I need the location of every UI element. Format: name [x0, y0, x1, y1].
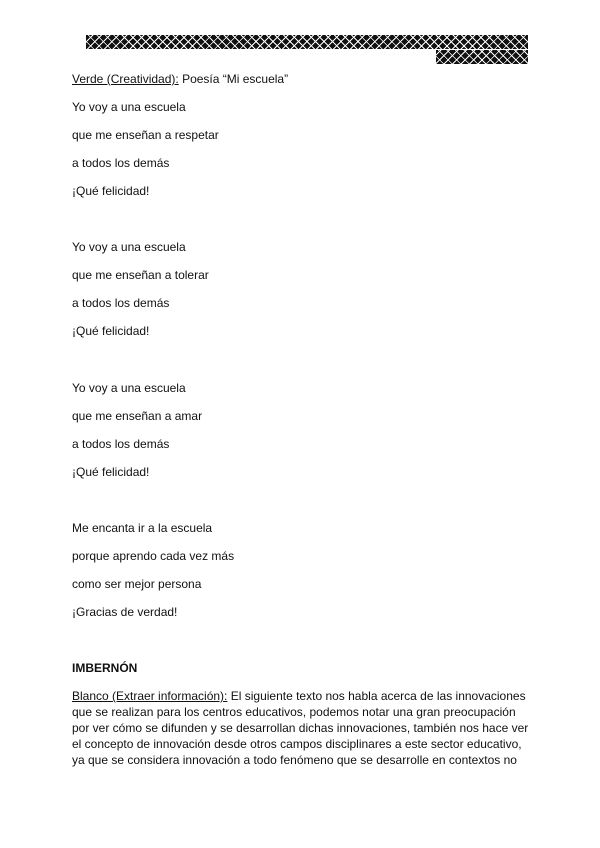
poem-line: Me encanta ir a la escuela: [72, 521, 213, 535]
section-label: Verde (Creatividad):: [72, 72, 179, 86]
redacted-header-bar-short: [436, 50, 528, 64]
paragraph-text: El siguiente texto nos habla acerca de las innovaciones que se realizan para los centros educativos, podemos notar una gran preocupación por ver cómo se difunden y se desarrollan dichas innovaciones, también nos hace ver el concepto de innovación desde otros campos disciplinares a este sector educativo, ya que se considera innovación a todo fenómeno que se desarrolle en contextos no: [72, 689, 529, 767]
poem-line: ¡Qué felicidad!: [72, 324, 150, 338]
redacted-header-bar: [86, 35, 528, 49]
paragraph-blanco: [72, 688, 530, 768]
poem-line: a todos los demás: [72, 296, 170, 310]
poem-line: que me enseñan a amar: [72, 409, 203, 423]
author-heading: IMBERNÓN: [72, 661, 138, 675]
poem-line: Yo voy a una escuela: [72, 240, 186, 254]
poem-line: ¡Qué felicidad!: [72, 465, 150, 479]
section-label-blanco: Blanco (Extraer información):: [72, 689, 228, 703]
section-heading-verde: [72, 72, 288, 86]
poem-line: ¡Qué felicidad!: [72, 184, 150, 198]
poem-line: a todos los demás: [72, 156, 170, 170]
poem-line: porque aprendo cada vez más: [72, 549, 235, 563]
poem-line: que me enseñan a respetar: [72, 128, 219, 142]
poem-line: Yo voy a una escuela: [72, 381, 186, 395]
poem-line: que me enseñan a tolerar: [72, 268, 209, 282]
poem-line: a todos los demás: [72, 437, 170, 451]
poem-line: ¡Gracias de verdad!: [72, 605, 178, 619]
poem-line: como ser mejor persona: [72, 577, 202, 591]
poem-title: Poesía “Mi escuela”: [182, 72, 289, 86]
poem-line: Yo voy a una escuela: [72, 100, 186, 114]
